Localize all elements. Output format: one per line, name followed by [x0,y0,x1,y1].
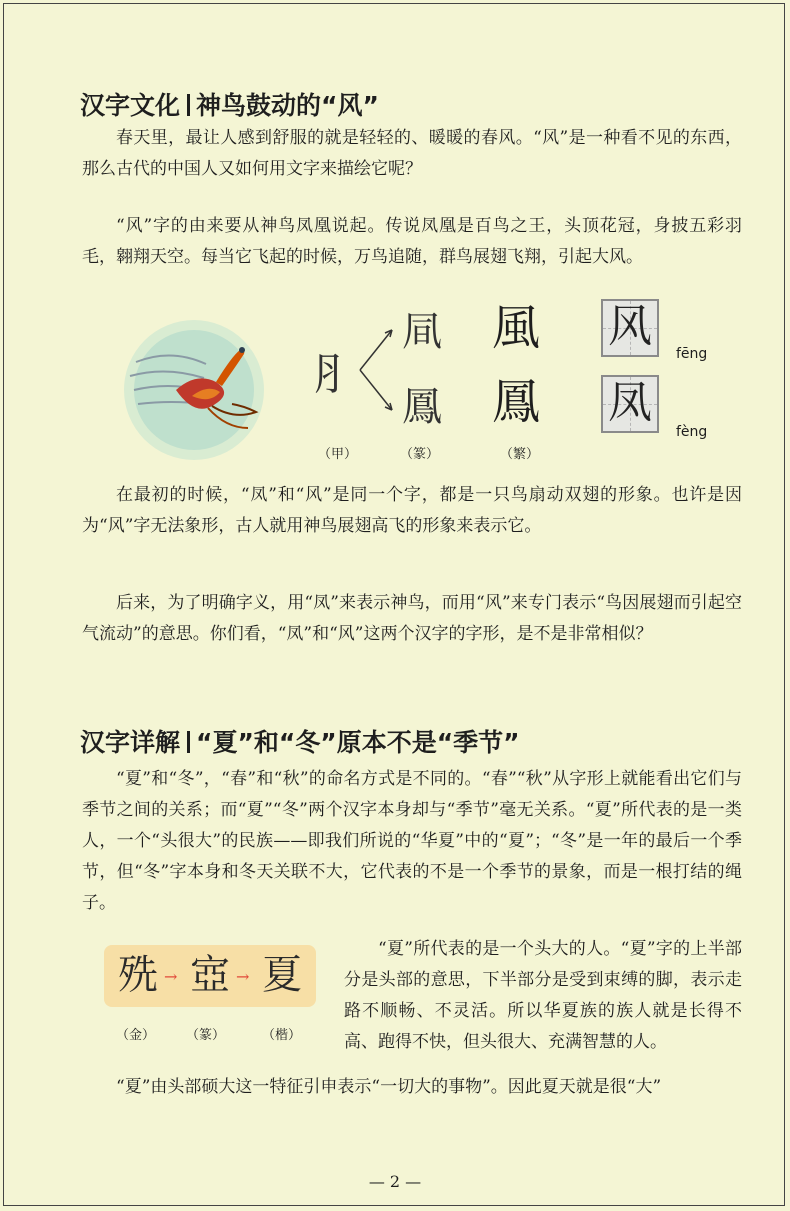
caption-traditional: （繁） [500,447,540,462]
caption-bronze: （金） [116,1028,156,1043]
traditional-glyph-feng: 風 [492,300,541,356]
paragraph: “夏”由头部硕大这一特征引申表示“一切大的事物”。因此夏天就是很“大” [116,1077,662,1097]
caption-regular: （楷） [262,1028,302,1043]
oracle-bone-glyph: ⺼ [314,349,358,400]
paragraph: “夏”和“冬”，“春”和“秋”的命名方式是不同的。“春”“秋”从字形上就能看出它们与季节之间的关系；而“夏”“冬”两个汉字本身却与“季节”毫无关系。“夏”所代表的是一类人，一个“头很大”的民族——即我们所说的“华夏”中的“夏”；“冬”是一年的最后一个季节，但“冬”字本身和冬天关联不大，它代表的不是一个季节的景象，而是一根打结的绳子。 [82,769,742,913]
traditional-glyph-fenghuang: 鳳 [492,374,541,430]
heading-title: 神鸟鼓动的“风” [196,91,379,120]
phoenix-illustration [116,320,272,460]
regular-glyph-xia: 夏 [262,952,302,998]
grid-glyph-fenghuang: 凤 [601,375,659,433]
paragraph: “风”字的由来要从神鸟凤凰说起。传说凤凰是百鸟之王，头顶花冠，身披五彩羽毛，翱翔天空。每当它飞起的时候，万鸟追随，群鸟展翅飞翔，引起大风。 [82,216,742,267]
caption-oracle: （甲） [318,447,358,462]
caption-seal: （篆） [186,1028,226,1043]
heading-tag: 汉字详解 [80,728,181,757]
arrow-icon: → [236,967,250,986]
heading-tag: 汉字文化 [80,91,181,120]
paragraph: 后来，为了明确字义，用“凤”来表示神鸟，而用“风”来专门表示“鸟因展翅而引起空气流动”的意思。你们看，“凤”和“风”这两个汉字的字形，是不是非常相似？ [82,593,742,644]
grid-glyph-feng: 风 [601,299,659,357]
seal-glyph-feng: 凬 [402,309,442,355]
heading-separator [187,731,190,753]
paragraph: 在最初的时候，“凤”和“风”是同一个字，都是一只鸟扇动双翅的形象。也许是因为“风”字无法象形，古人就用神鸟展翅高飞的形象来表示它。 [82,485,742,536]
caption-seal: （篆） [400,447,440,462]
paragraph: “夏”所代表的是一个头大的人。“夏”字的上半部分是头部的意思，下半部分是受到束缚的脚，表示走路不顺畅、不灵活。所以华夏族的族人就是长得不高、跑得不快，但头很大、充满智慧的人。 [344,939,742,1052]
section1-heading [80,86,379,122]
pinyin-feng: fēng [676,346,708,362]
seal-glyph-fenghuang: 鳳 [402,384,442,430]
page-number: — 2 — [368,1172,422,1191]
paragraph: 春天里，最让人感到舒服的就是轻轻的、暖暖的春风。“风”是一种看不见的东西，那么古代的中国人又如何用文字来描绘它呢？ [82,128,742,179]
arrow-icon: → [164,967,178,986]
section2-heading [80,723,520,759]
heading-title: “夏”和“冬”原本不是“季节” [196,728,520,757]
seal-glyph-xia: 㝞 [190,952,230,998]
bronze-glyph-xia: 㱡 [118,952,158,998]
pinyin-fenghuang: fèng [676,424,708,440]
branch-arrows [356,320,402,420]
xia-evolution-panel [104,945,316,1007]
heading-separator [187,94,190,116]
